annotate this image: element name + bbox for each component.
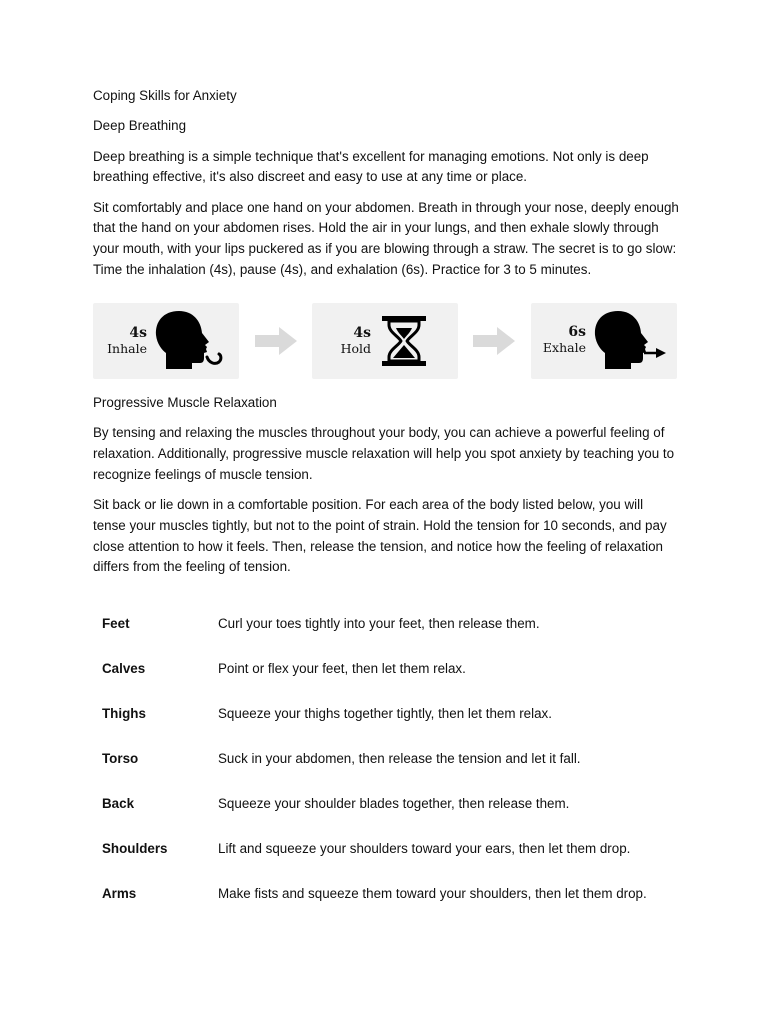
head-exhale-icon [592, 309, 670, 371]
table-row [102, 793, 722, 838]
head-inhale-icon [153, 309, 227, 371]
hold-step-box [312, 303, 458, 379]
hold-label: Hold [340, 340, 371, 356]
hourglass-icon [380, 315, 428, 367]
hold-seconds: 4s [353, 324, 371, 341]
muscle-groups-table [102, 613, 722, 928]
table-row [102, 748, 722, 793]
document-title: Coping Skills for Anxiety [93, 88, 237, 103]
body-area-label: Arms [102, 886, 137, 901]
pmr-instructions: Sit back or lie down in a comfortable position. For each area of the body listed below, you will tense your muscles tightly, but not to the point of strain. Hold the tension for 10 seconds, and pay close attention to how it feels. Then, release the tension, and notice how the feeling of relaxation differs from the feeling of tension. [93, 497, 667, 575]
body-area-instruction: Squeeze your thighs together tightly, then let them relax. [218, 706, 552, 721]
exhale-step-box [531, 303, 677, 379]
pmr-intro: By tensing and relaxing the muscles throughout your body, you can achieve a powerful feeling of relaxation. Additionally, progressive muscle relaxation will help you spot anxiety by teaching you to recognize feelings of muscle tension. [93, 425, 675, 482]
body-area-label: Thighs [102, 706, 146, 721]
body-area-label: Torso [102, 751, 139, 766]
body-area-label: Back [102, 796, 135, 811]
body-area-instruction: Make fists and squeeze them toward your shoulders, then let them drop. [218, 886, 647, 901]
table-row [102, 613, 722, 658]
exhale-label: Exhale [542, 339, 586, 355]
deep-breathing-instructions: Sit comfortably and place one hand on your abdomen. Breath in through your nose, deeply enough that the hand on your abdomen rises. Hold the air in your lungs, and then exhale slowly through your mouth, with your lips puckered as if you are blowing through a straw. The secret is to go slow: Time the inhalation (4s), pause (4s), and exhalation (6s). Practice for 3 to 5 minutes. [93, 199, 679, 278]
deep-breathing-heading: Deep Breathing [93, 118, 187, 134]
document-page [93, 86, 683, 588]
exhale-seconds: 6s [568, 323, 586, 340]
table-row [102, 658, 722, 703]
inhale-label: Inhale [107, 340, 147, 356]
arrow-right-icon [472, 326, 516, 356]
body-area-instruction: Point or flex your feet, then let them relax. [218, 661, 466, 676]
body-area-instruction: Curl your toes tightly into your feet, then release them. [218, 616, 540, 631]
body-area-label: Shoulders [102, 841, 168, 856]
body-area-instruction: Lift and squeeze your shoulders toward your ears, then let them drop. [218, 841, 631, 856]
body-area-instruction: Squeeze your shoulder blades together, then release them. [218, 796, 570, 811]
inhale-seconds: 4s [129, 324, 147, 341]
arrow-right-icon [254, 326, 298, 356]
table-row [102, 703, 722, 748]
breathing-steps-diagram [93, 303, 677, 379]
body-area-instruction: Suck in your abdomen, then release the tension and let it fall. [218, 751, 581, 766]
body-area-label: Calves [102, 661, 146, 676]
body-area-label: Feet [102, 616, 130, 631]
inhale-step-box [93, 303, 239, 379]
pmr-heading: Progressive Muscle Relaxation [93, 394, 277, 410]
table-row [102, 838, 722, 883]
deep-breathing-intro: Deep breathing is a simple technique that's excellent for managing emotions. Not only is deep breathing effective, it's also discreet and easy to use at any time or place. [93, 148, 649, 185]
table-row [102, 883, 722, 928]
